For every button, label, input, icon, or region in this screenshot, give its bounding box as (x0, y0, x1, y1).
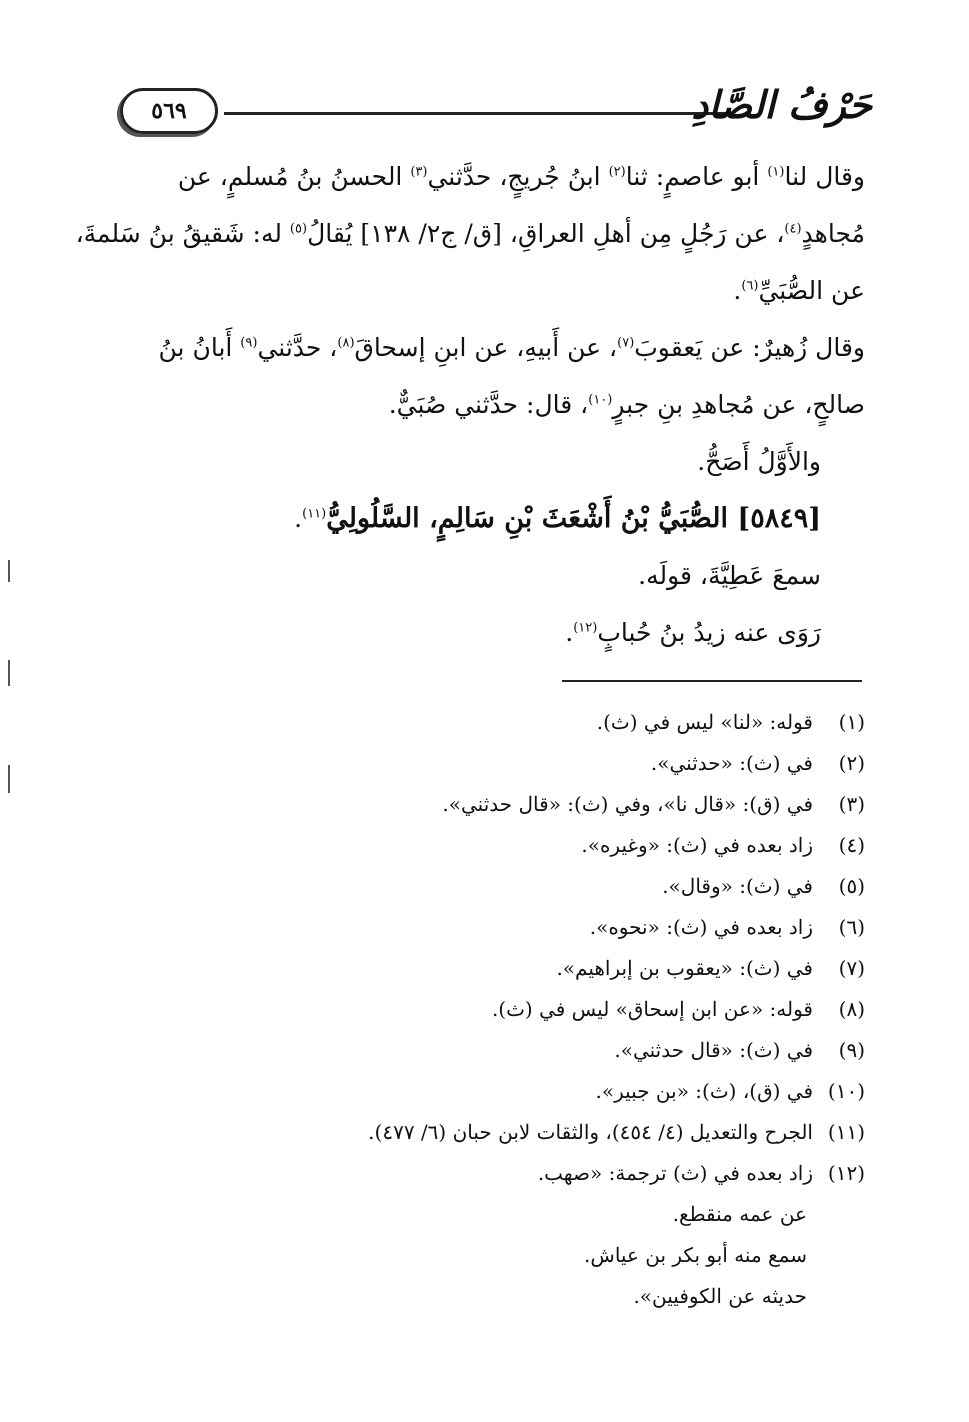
footnote-ref-5[interactable]: (٥) (289, 221, 308, 237)
text-segment: ابنُ جُريجٍ، حدَّثني (427, 162, 609, 191)
text-segment: ، عن رَجُلٍ مِن أهلِ العراقِ، [ق/ ج٢/ ١٣٨] يُقالُ (307, 219, 785, 248)
footnote-4 (105, 825, 865, 866)
footnote-12-line-3: حديثه عن الكوفيين». (633, 1284, 807, 1308)
footnote-number: (٦) (838, 915, 865, 939)
footnote-7 (105, 948, 865, 989)
chapter-title: حَرْفُ الصَّادِ (691, 82, 872, 127)
footnote-text: في (ث): «يعقوب بن إبراهيم». (556, 956, 813, 980)
text-segment: رَوَى عنه زيدُ بنُ حُبابٍ (597, 618, 821, 647)
text-segment: له: شَقيقُ بنُ سَلمةَ، (75, 219, 290, 248)
scan-mark (8, 560, 10, 582)
footnote-text: قوله: «عن ابن إسحاق» ليس في (ث). (491, 997, 813, 1021)
footnote-1 (105, 702, 865, 743)
text-segment: وقال لنا (784, 162, 865, 191)
footnote-8 (105, 989, 865, 1030)
footnote-9 (105, 1030, 865, 1071)
page-header (120, 78, 872, 140)
footnote-ref-12[interactable]: (١٢) (573, 620, 598, 636)
footnote-number: (١) (838, 710, 865, 734)
text-segment: ، حدَّثني (257, 333, 338, 362)
entry-title: [٥٨٤٩] الصُّبَيُّ بْنُ أَشْعَثَ بْنِ سَالِمٍ، السَّلُولِيُّ (326, 503, 821, 534)
footnote-text: الجرح والتعديل (٤/ ٤٥٤)، والثقات لابن حبان (٦/ ٤٧٧). (368, 1120, 813, 1144)
footnote-12-line-2: سمع منه أبو بكر بن عياش. (584, 1243, 807, 1267)
footnote-6 (105, 907, 865, 948)
page-number: ٥٦٩ (151, 98, 187, 124)
footnote-3 (105, 784, 865, 825)
text-line-1 (125, 148, 865, 205)
footnote-ref-2[interactable]: (٢) (608, 164, 626, 180)
text-segment: صالحٍ، عن مُجاهدِ بنِ جبرٍ (612, 390, 865, 419)
footnote-2 (105, 743, 865, 784)
footnote-text: في (ث): «حدثني». (650, 751, 813, 775)
footnote-number: (١٠) (827, 1079, 865, 1103)
text-segment: ، عن أَبيهِ، عن ابنِ إسحاقَ (354, 333, 618, 362)
text-segment: عن الصُّبَيِّ (758, 276, 865, 305)
footnote-number: (١٢) (827, 1161, 865, 1185)
scan-mark (8, 765, 10, 793)
text-segment: أَبانُ بنُ (158, 333, 241, 362)
footnote-ref-4[interactable]: (٤) (784, 221, 802, 237)
footnote-ref-3[interactable]: (٣) (410, 164, 428, 180)
scan-mark (8, 660, 10, 686)
text-segment: ، قال: حدَّثني صُبَيٌّ. (388, 390, 589, 419)
text-segment: الحسنُ بنُ مُسلمٍ، عن (177, 162, 411, 191)
text-line-3 (125, 262, 865, 319)
footnote-text: في (ث): «قال حدثني». (614, 1038, 813, 1062)
footnote-12-line-1: عن عمه منقطع. (672, 1202, 807, 1226)
footnote-ref-7[interactable]: (٧) (617, 335, 635, 351)
footnote-ref-9[interactable]: (٩) (240, 335, 258, 351)
text-segment: مُجاهدٍ (801, 219, 865, 248)
footnote-number: (٤) (838, 833, 865, 857)
footnote-text: زاد بعده في (ث) ترجمة: «صهب. (537, 1161, 813, 1185)
footnote-ref-1[interactable]: (١) (767, 164, 785, 180)
footnote-number: (٣) (838, 792, 865, 816)
footnote-number: (٩) (838, 1038, 865, 1062)
footnote-text: في (ق): «قال نا»، وفي (ث): «قال حدثني». (442, 792, 813, 816)
footnote-ref-11[interactable]: (١١) (302, 506, 327, 522)
text-segment: وقال زُهيرٌ: عن يَعقوبَ (634, 333, 865, 362)
text-line-9 (125, 604, 865, 661)
footnote-text: في (ث): «وقال». (662, 874, 813, 898)
page-number-badge (120, 88, 218, 134)
footnote-text: زاد بعده في (ث): «نحوه». (589, 915, 813, 939)
text-line-4 (125, 319, 865, 376)
text-segment: سمعَ عَطِيَّةَ، قولَه. (638, 561, 821, 590)
text-segment: . (294, 504, 303, 533)
footnote-number: (١١) (827, 1120, 865, 1144)
footnote-12 (105, 1153, 865, 1194)
text-line-6 (125, 433, 865, 490)
footnote-ref-8[interactable]: (٨) (337, 335, 355, 351)
text-line-2 (75, 205, 865, 262)
footnote-ref-6[interactable]: (٦) (741, 278, 759, 294)
footnote-text: في (ق)، (ث): «بن جبير». (595, 1079, 813, 1103)
footnote-separator (562, 680, 862, 682)
footnotes (105, 702, 865, 1317)
main-text (75, 148, 865, 661)
footnote-number: (٢) (838, 751, 865, 775)
text-segment: والأَوَّلُ أَصَحُّ. (697, 447, 821, 476)
footnote-10 (105, 1071, 865, 1112)
footnote-number: (٥) (838, 874, 865, 898)
entry-heading (125, 490, 865, 547)
footnote-number: (٧) (838, 956, 865, 980)
footnote-5 (105, 866, 865, 907)
footnote-ref-10[interactable]: (١٠) (588, 392, 613, 408)
footnote-text: زاد بعده في (ث): «وغيره». (581, 833, 813, 857)
footnote-11 (105, 1112, 865, 1153)
text-segment: أبو عاصمٍ: ثنا (625, 162, 768, 191)
text-segment: . (733, 276, 742, 305)
text-line-8 (125, 547, 865, 604)
text-line-5 (125, 376, 865, 433)
footnote-number: (٨) (838, 997, 865, 1021)
header-rule (224, 112, 732, 115)
footnote-text: قوله: «لنا» ليس في (ث). (596, 710, 813, 734)
text-segment: . (565, 618, 574, 647)
